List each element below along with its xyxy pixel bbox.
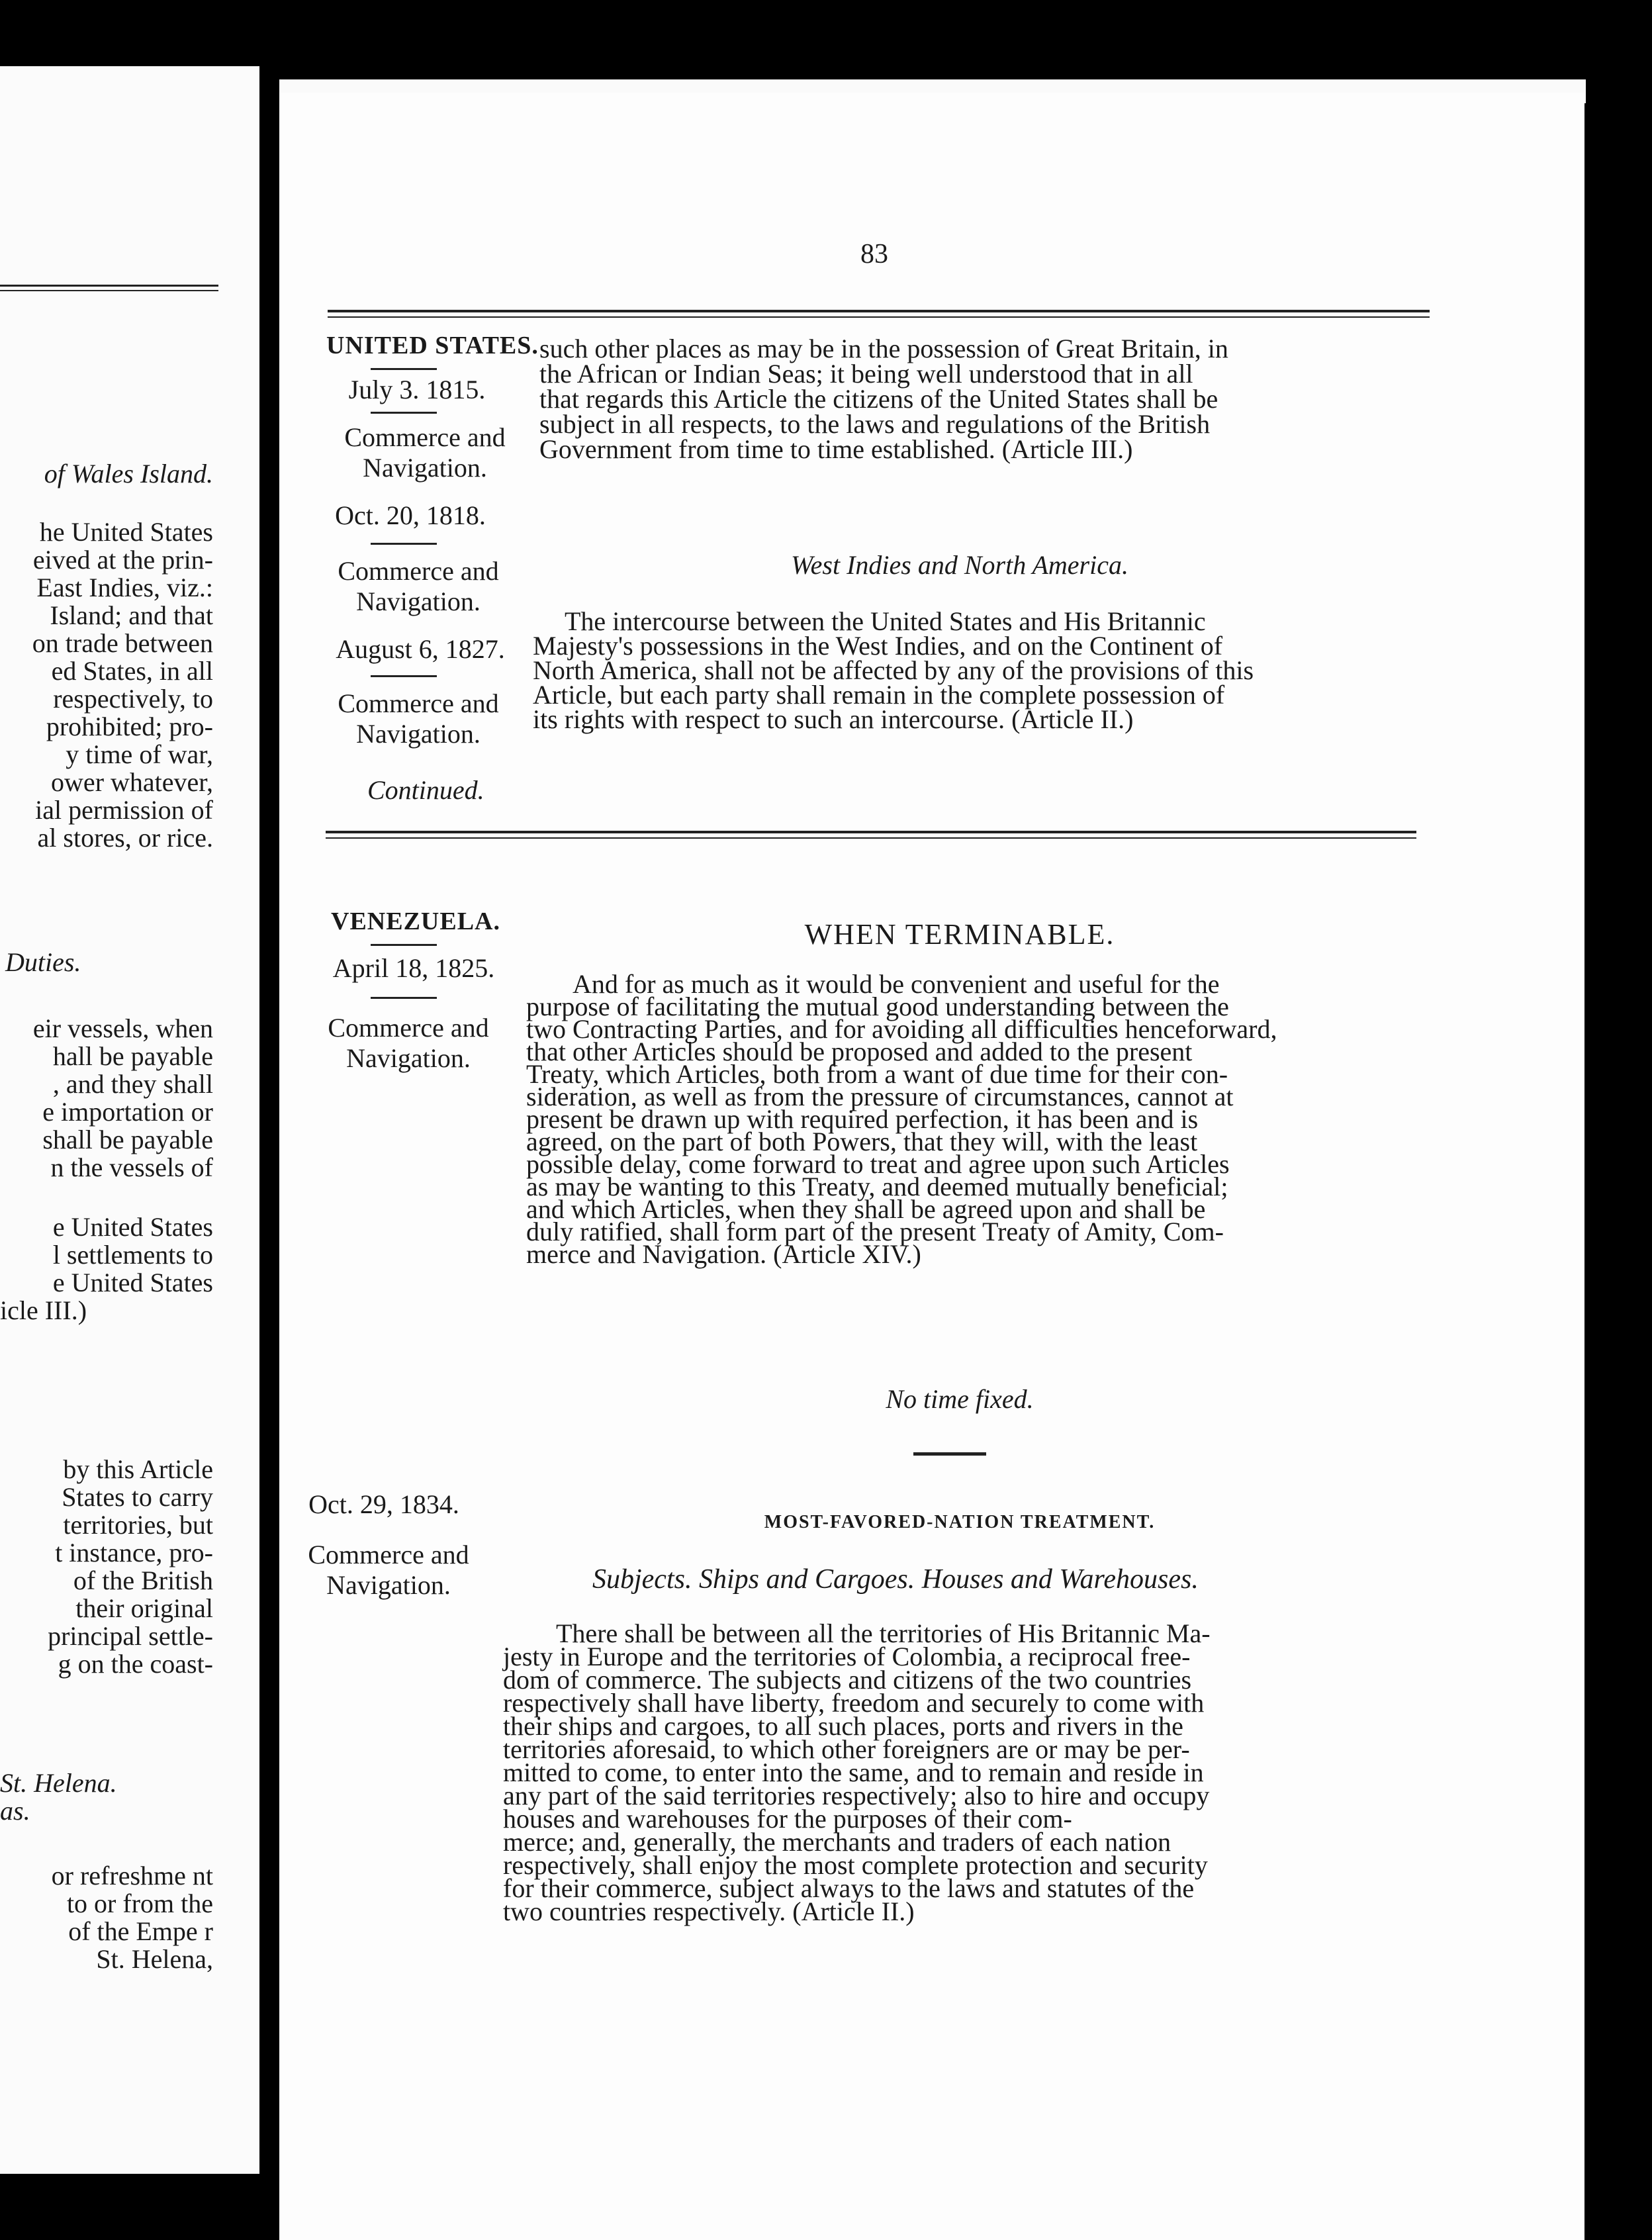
text-line: The intercourse between the United States and His Britannic [565,606,1206,636]
text-line: respectively, shall enjoy the most complete protection and security [503,1850,1208,1880]
left-page-heading: Duties. [5,947,81,977]
treaty-date: April 18, 1825. [332,953,495,983]
left-page-text: n the vessels of [50,1152,213,1182]
left-page-text: prohibited; pro- [46,712,213,741]
treaty-type: Commerce and [338,556,499,586]
left-page-text: respectively, to [53,684,213,714]
double-rule [326,831,1416,839]
left-page-text: States to carry [62,1482,213,1512]
left-page-text: ed States, in all [51,656,213,686]
left-page-text: on trade between [32,628,213,658]
text-line: agreed, on the part of both Powers, that they will, with the least [526,1127,1198,1156]
left-page-text: t instance, pro- [55,1538,213,1567]
treaty-date: July 3. 1815. [348,375,486,404]
text-line: respectively shall have liberty, freedom and securely to come with [503,1688,1205,1718]
text-line: merce and Navigation. (Article XIV.) [526,1239,921,1269]
text-line: for their commerce, subject always to the laws and statutes of the [503,1873,1195,1903]
article-text [503,1618,1387,1926]
text-line: the African or Indian Seas; it being well understood that in all [539,359,1193,389]
left-page-text: ial permission of [35,795,213,825]
treaty-type: Navigation. [363,453,487,483]
text-line: two Contracting Parties, and for avoiding all difficulties henceforward, [526,1014,1277,1044]
text-line: North America, shall not be affected by any of the provisions of this [533,655,1254,685]
section-subheading: Subjects. Ships and Cargoes. Houses and Warehouses. [592,1564,1199,1595]
left-page-text: y time of war, [66,739,213,769]
left-page-text: g on the coast- [58,1649,213,1679]
short-rule [371,368,437,370]
treaty-type: Commerce and [328,1013,489,1043]
text-line: such other places as may be in the possession of Great Britain, in [539,334,1228,363]
short-rule [371,543,437,545]
book-gutter [259,0,279,2240]
page-number: 83 [860,239,888,269]
left-facing-page [0,66,259,2174]
treaty-type: Navigation. [356,719,481,749]
text-line: that regards this Article the citizens of the United States shall be [539,384,1218,414]
short-rule [371,675,437,677]
left-page-rule [0,290,218,291]
text-line: Government from time to time established. (Article III.) [539,434,1133,464]
left-page-text: to or from the [66,1889,213,1918]
text-line: two countries respectively. (Article II.) [503,1896,915,1926]
section-subheading: West Indies and North America. [791,550,1128,580]
left-page-text: l settlements to [52,1240,213,1270]
left-page-text: shall be payable [42,1125,213,1154]
text-line: that other Articles should be proposed and added to the present [526,1037,1193,1066]
treaty-type: Commerce and [344,422,506,452]
short-rule [371,944,437,946]
treaty-date: Oct. 20, 1818. [335,500,486,530]
text-line: Treaty, which Articles, both from a want of due time for their con- [526,1059,1228,1089]
continued-note: Continued. [367,775,484,805]
term-note: No time fixed. [886,1384,1034,1414]
left-page-text: by this Article [63,1454,213,1484]
left-page-text: he United States [39,517,213,547]
text-line: present be drawn up with required perfection, it has been and is [526,1104,1199,1134]
text-line: Majesty's possessions in the West Indies, and on the Continent of [533,631,1223,661]
left-page-text: al stores, or rice. [37,823,213,853]
text-line: any part of the said territories respectively; also to hire and occupy [503,1781,1210,1810]
left-page-text: e United States [52,1212,213,1242]
left-page-text: ower whatever, [51,767,213,797]
text-line: And for as much as it would be convenient and useful for the [573,969,1220,999]
treaty-type: Navigation. [326,1570,451,1600]
left-page-text: of the British [73,1565,213,1595]
left-page-text: hall be payable [52,1041,213,1071]
left-page-text: territories, but [63,1510,213,1540]
section-heading: MOST-FAVORED-NATION TREATMENT. [764,1512,1156,1532]
left-page-text: eived at the prin- [32,545,213,575]
treaty-type: Commerce and [308,1540,469,1569]
treaty-type: Navigation. [356,586,481,616]
left-page-text: e United States [52,1268,213,1297]
treaty-type: Navigation. [346,1043,471,1073]
article-text [533,606,1420,734]
left-page-text: of the Empe r [68,1916,213,1946]
treaty-date: August 6, 1827. [336,634,505,664]
country-heading: UNITED STATES. [326,332,539,359]
text-line: houses and warehouses for the purposes of their com- [503,1804,1072,1834]
text-line: territories aforesaid, to which other foreigners are or may be per- [503,1734,1190,1764]
left-page-text: , and they shall [52,1069,213,1099]
double-rule [328,310,1430,318]
text-line: purpose of facilitating the mutual good understanding between the [526,992,1229,1021]
text-line: Article, but each party shall remain in the complete possession of [533,680,1225,710]
text-line: subject in all respects, to the laws and regulations of the British [539,409,1211,439]
left-page-text: their original [75,1593,213,1623]
left-page-heading: as. [0,1796,30,1826]
left-page-text: East Indies, viz.: [36,573,213,602]
text-line: sideration, as well as from the pressure of circumstances, cannot at [526,1082,1234,1111]
left-page-heading: St. Helena. [0,1768,117,1798]
text-line: merce; and, generally, the merchants and traders of each nation [503,1827,1171,1857]
text-line: mitted to come, to enter into the same, and to remain and reside in [503,1757,1204,1787]
text-line: There shall be between all the territories of His Britannic Ma- [556,1618,1211,1648]
section-heading: WHEN TERMINABLE. [804,918,1115,951]
text-line: jesty in Europe and the territories of Colombia, a reciprocal free- [503,1642,1191,1671]
short-rule [371,412,437,414]
left-page-rule [0,285,218,287]
short-rule [913,1452,986,1456]
text-line: dom of commerce. The subjects and citizens of the two countries [503,1665,1192,1695]
left-page-text: principal settle- [48,1621,213,1651]
left-page-text: e importation or [42,1097,213,1127]
country-heading: VENEZUELA. [331,908,500,935]
article-text [526,969,1400,1269]
text-line: its rights with respect to such an intercourse. (Article II.) [533,704,1134,734]
treaty-type: Commerce and [338,688,499,718]
left-page-text: Island; and that [50,600,213,630]
left-page-text: eir vessels, when [32,1013,213,1043]
text-line: and which Articles, when they shall be agreed upon and shall be [526,1194,1206,1224]
text-line: as may be wanting to this Treaty, and deemed mutually beneficial; [526,1172,1228,1201]
text-line: possible delay, come forward to treat and agree upon such Articles [526,1149,1230,1179]
text-line: their ships and cargoes, to all such places, ports and rivers in the [503,1711,1183,1741]
left-page-text: icle III.) [0,1295,87,1325]
left-page-text: St. Helena, [96,1944,213,1974]
treaty-date: Oct. 29, 1834. [308,1489,459,1519]
left-page-text: or refreshme nt [51,1861,213,1890]
text-line: duly ratified, shall form part of the present Treaty of Amity, Com- [526,1217,1224,1246]
article-text [539,336,1420,462]
short-rule [371,997,437,999]
left-page-text: of Wales Island. [44,459,213,489]
